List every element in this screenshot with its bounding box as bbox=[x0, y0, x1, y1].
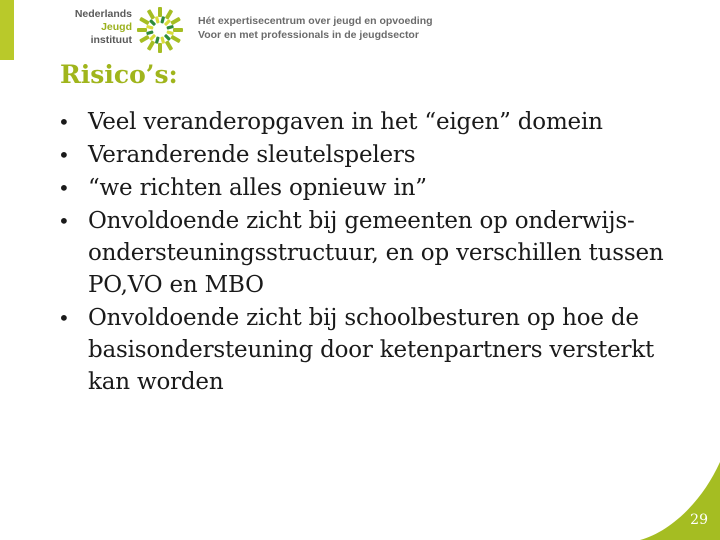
bullet-dot: • bbox=[58, 143, 70, 167]
bullet-dot: • bbox=[58, 110, 70, 134]
organisation-name bbox=[50, 8, 132, 47]
page-number-corner bbox=[640, 462, 720, 540]
page-number: 29 bbox=[690, 512, 708, 528]
bullet-text: Onvoldoende zicht bij gemeenten op onderwijs-ondersteuningsstructuur, en op verschillen tussen PO,VO en MBO bbox=[88, 208, 664, 298]
bullet-dot: • bbox=[58, 176, 70, 200]
bullet-dot: • bbox=[58, 209, 70, 233]
bullet-text: Veel veranderopgaven in het “eigen” domein bbox=[88, 109, 603, 135]
bullet-item bbox=[54, 205, 694, 301]
tagline-line1: Hét expertisecentrum over jeugd en opvoeding bbox=[198, 15, 433, 27]
bullet-text: Veranderende sleutelspelers bbox=[88, 142, 416, 168]
nji-sunburst-logo-icon bbox=[136, 6, 184, 54]
bullet-dot: • bbox=[58, 306, 70, 330]
bullet-text: “we richten alles opnieuw in” bbox=[88, 175, 427, 201]
bullet-list bbox=[54, 106, 694, 399]
bullet-item bbox=[54, 139, 694, 171]
org-name-line1: Nederlands bbox=[74, 8, 132, 20]
slide-title: Risico’s: bbox=[60, 60, 178, 89]
bullet-item bbox=[54, 106, 694, 138]
organisation-tagline bbox=[198, 14, 433, 42]
org-name-line3: instituut bbox=[90, 34, 132, 46]
bullet-text: Onvoldoende zicht bij schoolbesturen op hoe de basisondersteuning door ketenpartners versterkt kan worden bbox=[88, 305, 655, 395]
org-name-line2: Jeugd bbox=[101, 21, 132, 33]
slide-header bbox=[0, 0, 720, 60]
tagline-line2: Voor en met professionals in de jeugdsector bbox=[198, 29, 419, 41]
bullet-item bbox=[54, 302, 694, 398]
bullet-item bbox=[54, 172, 694, 204]
